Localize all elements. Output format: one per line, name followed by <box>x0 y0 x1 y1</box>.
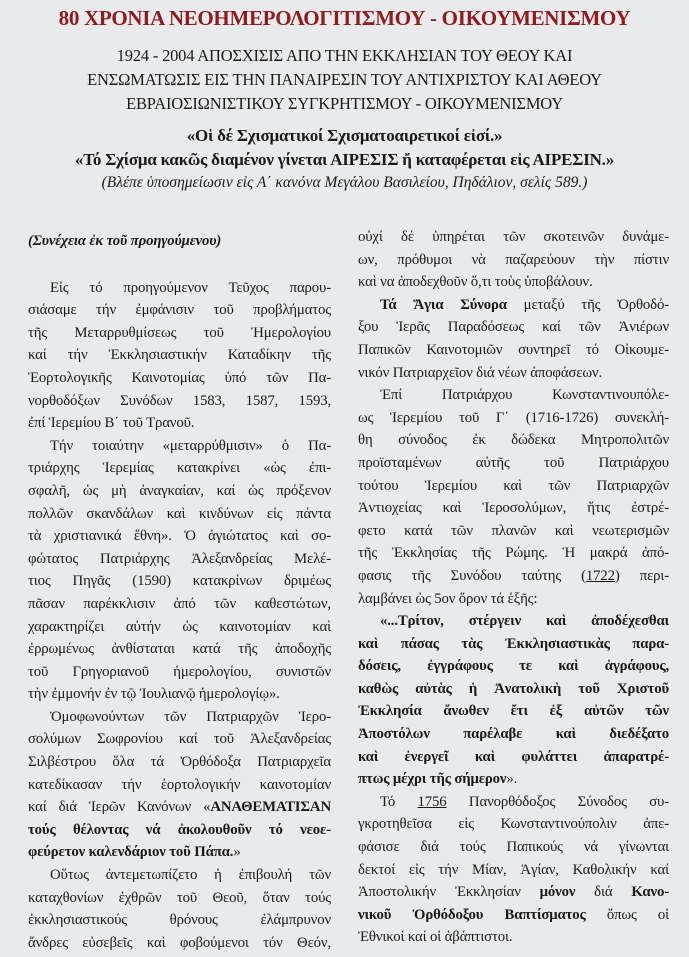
text: τούτου Ἱερεμίου καὶ τῶν Πατριαρχῶν <box>358 477 669 494</box>
text: τοῦ Γρηγοριανοῦ ἡμερολογίου, συνιστῶν <box>28 663 331 680</box>
text-line <box>28 932 331 955</box>
text-line <box>28 728 331 751</box>
text: οὐχί δέ ὑπηρέται τῶν σκοτεινῶν δυνάμε- <box>358 229 669 245</box>
text-line <box>358 678 669 701</box>
text-line <box>358 791 669 814</box>
bold-text: μόνον <box>539 884 576 901</box>
text-line <box>28 751 331 774</box>
text-line <box>28 683 331 706</box>
text-line <box>28 299 331 322</box>
quote-reference: (Βλέπε ὑποσημείωσιν εἰς Α΄ κανόνα Μεγάλου Βασιλείου, Πηδάλιον, σελίς 589.) <box>101 174 588 191</box>
title-text: 80 ΧΡΟΝΙΑ ΝΕΟΗΜΕΡΟΛΟΓΙΤΙΣΜΟΥ - ΟΙΚΟΥΜΕΝΙΣΜΟΥ <box>58 6 631 30</box>
text: φάσισε διά τούς Παπικούς νά γίνωνται <box>358 839 669 856</box>
text: πολλῶν σκανδάλων καὶ κινδύνων εἰς πάντα <box>28 505 331 522</box>
text: ξου Ἱερᾶς Παραδόσεως καί τῶν Ἀνιέρων <box>358 319 669 336</box>
text-line <box>358 904 669 927</box>
text: καί διά Ἱερῶν Κανόνων « <box>28 799 211 816</box>
text: καταχθονίων ἐχθρῶν τοῦ Θεοῦ, ὅταν τούς <box>28 889 331 906</box>
text: ἐπί Ἱερεμίου Β΄ τοῦ Τρανοῦ. <box>28 415 195 432</box>
text-line <box>28 864 331 887</box>
text-line <box>28 909 331 932</box>
text: γκροτηθεῖσα εἰς Κωνσταντινούπολιν ἀπε- <box>358 816 669 833</box>
text-line <box>28 480 331 503</box>
text-line <box>28 661 331 684</box>
right-column <box>358 226 669 949</box>
text: τῆς Μεταρρυθμίσεως τοῦ Ἡμερολογίου <box>28 324 331 341</box>
text: σιάσαμε τήν ἐμφάνισιν τοῦ προβλήματος <box>28 302 331 319</box>
text-line <box>28 638 331 661</box>
text: καί τήν Ἐκκλησιαστικήν Καταδίκην τῆς <box>28 347 331 364</box>
text: Ἑορτολογικῆς Καινοτομίας ὑπό τῶν Πα- <box>28 369 331 386</box>
text-line <box>358 249 669 272</box>
text-line <box>28 819 331 842</box>
text: ων, πρόθυμοι νὰ παζαρεύουν τὴν πίστιν <box>358 251 669 268</box>
text: ἐρρωμένως ἀνθίσταται κατά τῆς ἀποδοχῆς <box>28 641 331 658</box>
bold-text: ΑΝΑΘΕΜΑΤΙΣΑΝ <box>210 799 331 816</box>
text-line <box>358 565 669 588</box>
text: δεκτοί εἰς τήν Μίαν, Ἁγίαν, Καθολικήν καί <box>358 861 669 878</box>
paragraph <box>358 226 669 294</box>
text-line <box>28 435 331 458</box>
text: πᾶσαν παρέκκλισιν ἀπό τῶν καθεστώτων, <box>28 595 331 612</box>
bold-text: νικοῦ Ὀρθόδοξου Βαπτίσματος <box>358 906 586 923</box>
bold-text: Τά Ἅγια Σύνορα <box>380 296 507 313</box>
text-line <box>358 926 669 949</box>
text-line <box>358 362 669 385</box>
text-line <box>28 774 331 797</box>
text: διά <box>575 884 632 901</box>
text: ἐκκλησιαστικούς θρόνους ἐλάμπρυνον <box>28 912 331 929</box>
text-line <box>358 859 669 882</box>
text-line <box>358 700 669 723</box>
text-line <box>358 520 669 543</box>
text: Ἀποστολικήν Ἐκκλησίαν <box>358 884 540 901</box>
subtitle-line: 1924 - 2004 ΑΠΟΣΧΙΣΙΣ ΑΠΟ ΤΗΝ ΕΚΚΛΗΣΙΑΝ ΤΟΥ ΘΕΟΥ ΚΑΙ <box>116 46 573 65</box>
bold-text: Ἐκκλησία ἄνωθεν ἔτι ἐξ αὐτῶν τῶν <box>358 703 669 720</box>
bold-text: καὶ πάσας τὰς Ἐκκλησιαστικὰς παρα- <box>358 635 669 652</box>
page-title <box>10 6 679 31</box>
text: Τήν τοιαύτην «μεταρρύθμισιν» ὁ Πα- <box>50 437 331 454</box>
text: Ὁμοφωνούντων τῶν Πατριαρχῶν Ἱερο- <box>50 708 331 725</box>
quote-line: «Τό Σχίσμα κακῶς διαμένον γίνεται ΑΙΡΕΣΙΣ ἤ καταφέρεται εἰς ΑΙΡΕΣΙΝ.» <box>74 149 615 169</box>
paragraph <box>358 610 669 791</box>
text: ως Ἱερεμίου τοῦ Γ΄ (1716-1726) συνεκλή- <box>358 409 669 426</box>
text-line <box>358 475 669 498</box>
text-line <box>28 593 331 616</box>
text: Σιλβέστρου ὅλα τά Ὀρθόδοξα Πατριαρχεῖα <box>28 754 331 771</box>
text-line <box>28 503 331 526</box>
text-line <box>28 277 331 300</box>
continuation-heading: (Συνέχεια ἐκ τοῦ προηγούμενου) <box>28 233 222 249</box>
text: Εἰς τό προηγούμενον Τεῦχος παρου- <box>50 279 331 296</box>
text-line <box>28 616 331 639</box>
text-line <box>358 294 669 317</box>
text: τριάρχης Ἱερεμίας κατακρίνει «ὡς ἐπι- <box>28 460 331 477</box>
text: Οὕτως ἀντεμετωπίζετο ἡ ἐπιβουλή τῶν <box>50 867 331 884</box>
text: φώτατος Πατριάρχης Ἀλεξανδρείας Μελέ- <box>28 550 331 567</box>
text: νορθοδόξων Συνόδων 1583, 1587, 1593, <box>28 392 331 409</box>
paragraph <box>28 277 331 435</box>
subtitle-line: ΕΝΣΩΜΑΤΩΣΙΣ ΕΙΣ ΤΗΝ ΠΑΝΑΙΡΕΣΙΝ ΤΟΥ ΑΝΤΙΧΡΙΣΤΟΥ ΚΑΙ ΑΘΕΟΥ <box>87 70 602 89</box>
text-line <box>358 588 669 611</box>
bold-text: δόσεις, ἐγγράφους τε καὶ ἀγράφους, <box>358 658 669 675</box>
text: θη σύνοδος ἐκ δώδεκα Μητροπολιτῶν <box>358 432 669 449</box>
text-line <box>358 542 669 565</box>
quote-line: «Οἱ δέ Σχισματικοί Σχισματοαιρετικοί εἰσί.» <box>186 126 503 145</box>
bold-text: Ἀποστόλων παρέλαβε καὶ διεδέξατο <box>358 726 669 743</box>
text: ». <box>506 771 518 788</box>
text: Πανορθόδοξος Σύνοδος συ- <box>446 793 669 810</box>
text-line <box>358 610 669 633</box>
paragraph <box>358 384 669 610</box>
text-line <box>358 407 669 430</box>
text-line <box>28 706 331 729</box>
text-line <box>28 322 331 345</box>
text-line <box>358 429 669 452</box>
text-line <box>358 339 669 362</box>
text: προϊσταμένων αὐτῆς τοῦ Πατριάρχου <box>358 454 669 471</box>
text: τὴν ἐμμονήν ἐν τῷ Ἰουλιανῷ ἡμερολογίῳ». <box>28 686 280 703</box>
text: ὅπως οἱ <box>585 906 669 923</box>
text-line <box>358 836 669 859</box>
paragraph <box>358 294 669 384</box>
text-line <box>358 226 669 249</box>
text: Ἐθνικοί καί οἱ ἀβάπτιστοι. <box>358 929 513 946</box>
text: Ἀντιοχείας καὶ Ἱεροσολύμων, ἥτις ἐστρέ- <box>358 500 669 517</box>
text-line <box>358 723 669 746</box>
text: ) περι- <box>614 567 669 584</box>
text-line <box>358 768 669 791</box>
text-line <box>358 452 669 475</box>
text-line <box>358 746 669 769</box>
text-line <box>358 497 669 520</box>
text: Τό <box>380 793 418 810</box>
bold-text: τούς θέλοντας νά ἀκολουθοῦν τό νεοε- <box>28 821 331 838</box>
text-line <box>28 390 331 413</box>
paragraph <box>358 791 669 949</box>
text-line <box>28 457 331 480</box>
subtitle-line: ΕΒΡΑΙΟΣΙΩΝΙΣΤΙΚΟΥ ΣΥΓΚΡΗΤΙΣΜΟΥ - ΟΙΚΟΥΜΕΝΙΣΜΟΥ <box>126 94 563 113</box>
text-line <box>28 367 331 390</box>
text: φασις τῆς Συνόδου ταύτης ( <box>358 567 586 584</box>
text-line <box>358 813 669 836</box>
text: » <box>233 844 241 861</box>
text-line <box>28 344 331 367</box>
bold-text: πτως μέχρι τῆς σήμερον <box>358 771 507 788</box>
underlined-text: 1756 <box>417 793 447 810</box>
text: τῆς Ἐκκλησίας τῆς Ρώμης. Ἡ μακρά ἀπό- <box>358 545 669 562</box>
text-line <box>28 548 331 571</box>
text-line <box>358 271 669 294</box>
paragraph <box>28 864 331 954</box>
text: λαμβάνει ὡς 5ον ὅρον τά ἑξῆς: <box>358 590 538 607</box>
text: σολύμων Σωφρονίου καί τοῦ Ἀλεξανδρείας <box>28 731 331 748</box>
text: μεταξύ τῆς Ὀρθοδό- <box>506 296 669 313</box>
text: χαρακτηρίζει αὐτήν ὡς καινοτομίαν καὶ <box>28 618 331 635</box>
text-line <box>28 525 331 548</box>
bold-text: «...Τρίτον, στέργειν καὶ ἀποδέχεσθαι <box>380 613 669 630</box>
paragraph <box>28 435 331 706</box>
text: φετο κατά τῶν πλανῶν καὶ νεωτερισμῶν <box>358 522 669 539</box>
text-line <box>28 887 331 910</box>
text: καὶ να ἀποδεχθοῦν ὅ,τι τοὺς ὑποβάλουν. <box>358 274 593 291</box>
text: Ἐπί Πατριάρχου Κωνσταντινουπόλε- <box>380 387 669 404</box>
text: σφαλῆ, ὡς μὴ ἀναγκαίαν, καί ὡς πρόξενον <box>28 482 331 499</box>
paragraph <box>28 706 331 864</box>
text-line <box>28 841 331 864</box>
left-column <box>28 230 331 954</box>
text: τὰ χριστιανικά ἔθνη». Ὁ ἁγιώτατος καὶ σο- <box>28 528 331 545</box>
text: Παπικῶν Καινοτομιῶν συντηρεῖ τό Οἰκουμε- <box>358 341 669 358</box>
subtitle <box>10 44 679 116</box>
text-line <box>358 655 669 678</box>
text-line <box>28 570 331 593</box>
bold-text: Κανο- <box>631 884 669 901</box>
bold-text: καθὼς αὐτὰς ἡ Ἀνατολικὴ τοῦ Χριστοῦ <box>358 680 669 697</box>
text-line <box>358 633 669 656</box>
epigraph <box>10 124 679 195</box>
text-line <box>358 384 669 407</box>
bold-text: καὶ ἐνεργεῖ καὶ φυλάττει ἀπαρατρέ- <box>358 748 669 765</box>
text-line <box>28 412 331 435</box>
text-line <box>358 881 669 904</box>
text: κατεδίκασαν τήν ἑορτολογικήν καινοτομίαν <box>28 776 331 793</box>
text-line <box>358 316 669 339</box>
text: νικόν Πατριαρχεῖον διά νέων ἀποφάσεων. <box>358 364 602 381</box>
text: τιος Πηγᾶς (1590) κατακρίνων δριμέως <box>28 573 331 590</box>
bold-text: φεύρετον καλενδάριον τοῦ Πάπα. <box>28 844 234 861</box>
underlined-text: 1722 <box>585 567 615 584</box>
text-line <box>28 796 331 819</box>
text: ἄνδρες εὐσεβεῖς καὶ φοβούμενοι τόν Θεόν, <box>28 934 331 951</box>
